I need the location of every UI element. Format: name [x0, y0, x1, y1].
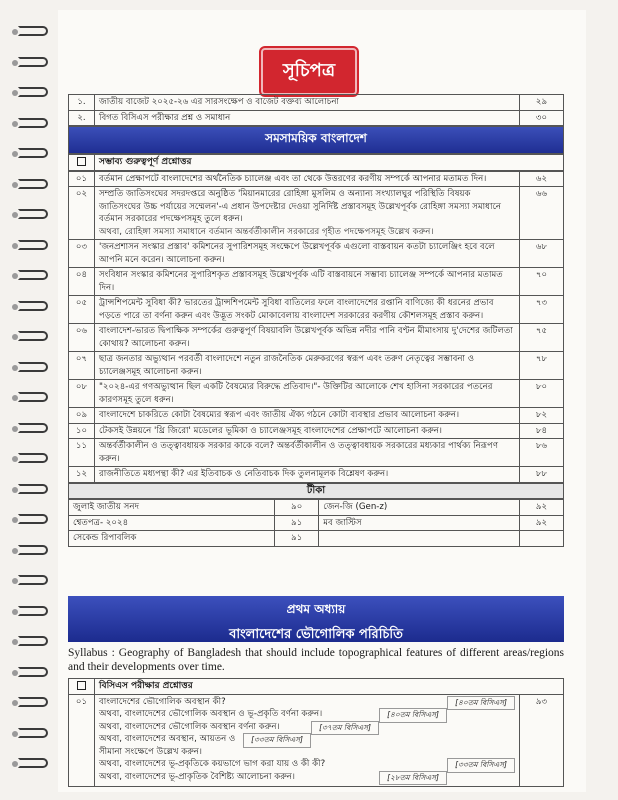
question-row — [69, 352, 564, 380]
tika-left: শ্বেতপত্র- ২০২৪ — [69, 515, 275, 531]
bcs-year: [৪০তম বিসিএস] — [379, 708, 447, 723]
spiral-ring — [18, 301, 48, 311]
question-cell — [95, 240, 520, 268]
section-subhead: সম্ভাব্য গুরুত্বপূর্ণ প্রশ্নোত্তর — [95, 155, 564, 171]
question-num: ০৩ — [69, 240, 95, 268]
tika-right-page — [520, 531, 564, 547]
spiral-ring — [18, 545, 48, 555]
spiral-ring — [18, 26, 48, 36]
bcs-table — [68, 678, 564, 787]
spiral-ring — [18, 118, 48, 128]
question-text: ট্রান্সশিপমেন্ট সুবিধা কী? ভারতের ট্রান্সশিপমেন্ট সুবিধা বাতিলের ফলে বাংলাদেশের রপ্তানি বাণিজ্যে কী ধরনের প্রভাব পড়তে পারে তা বর্ণনা করুন এবং উদ্ভূত সংকট মোকাবেলায় বাংলাদেশ সরকারের করণীয় কৌশলসমূহ প্রস্তাব করুন। — [99, 298, 494, 321]
checkbox-icon — [77, 157, 86, 166]
intro-page: ৩০ — [520, 110, 564, 126]
bcs-year: [৪০তম বিসিএস] — [447, 696, 515, 711]
question-page: ৬২ — [520, 171, 564, 187]
bcs-page: ৯৩ — [520, 694, 564, 787]
question-num: ০১ — [69, 171, 95, 187]
section-band: সমসাময়িক বাংলাদেশ — [68, 126, 564, 154]
question-page: ৭৩ — [520, 296, 564, 324]
question-cell — [95, 171, 520, 187]
question-page: ৭৫ — [520, 324, 564, 352]
bcs-subhead: বিসিএস পরীক্ষার প্রশ্নোত্তর — [95, 679, 564, 695]
tika-left: জুলাই জাতীয় সনদ — [69, 500, 275, 516]
intro-page: ২৯ — [520, 95, 564, 111]
question-text: টেকসই উন্নয়নে 'থ্রি জিরো' মডেলের ভূমিকা ও চ্যালেঞ্জসমূহ বাংলাদেশের প্রেক্ষাপটে আলোচনা করুন। — [99, 425, 443, 436]
question-row — [69, 439, 564, 467]
bcs-subhead-row — [69, 679, 564, 695]
spiral-ring — [18, 484, 48, 494]
section-subhead-row — [69, 155, 564, 171]
question-text: সংবিধান সংস্কার কমিশনের সুপারিশকৃত প্রস্তাবসমূহ উল্লেখপূর্বক এটি বাস্তবায়নে সম্ভাব্য চ্যালেঞ্জ সম্পর্কে আপনার মতামত দিন। — [99, 270, 503, 293]
question-text: "২০২৪-এর গণঅভ্যুত্থান ছিল একটি বৈষম্যের বিরুদ্ধে প্রতিবাদ।"- উক্তিটির আলোকে শেখ হাসিনা সরকারের পতনের কারণসমূহ তুলে ধরুন। — [99, 382, 493, 405]
question-cell — [95, 268, 520, 296]
question-page: ৭০ — [520, 268, 564, 296]
spiral-ring — [18, 209, 48, 219]
bcs-line-text: অথবা, বাংলাদেশের অবস্থান, আয়তন ও সীমানা সংক্ষেপে উল্লেখ করুন। — [99, 734, 236, 757]
tika-row — [69, 500, 564, 516]
spiral-ring — [18, 636, 48, 646]
question-page: ৬৬ — [520, 187, 564, 240]
question-text: অন্তর্বর্তীকালীন ও তত্ত্বাবধায়ক সরকার কাকে বলে? অন্তর্বর্তীকালীন ও তত্ত্বাবধায়ক সরকারের মধ্যকার পার্থক্য নিরূপণ করুন। — [99, 441, 499, 464]
intro-row — [69, 110, 564, 126]
question-text: বর্তমান প্রেক্ষাপটে বাংলাদেশের অর্থনৈতিক চ্যালেঞ্জ এবং তা থেকে উত্তরণের করণীয় সম্পর্কে আপনার মতামত দিন। — [99, 173, 487, 184]
question-page: ৮৮ — [520, 467, 564, 483]
spiral-ring — [18, 697, 48, 707]
question-page: ৮০ — [520, 380, 564, 408]
tika-right: জেন-জি (Gen-z) — [319, 500, 520, 516]
tika-left-page: ৯০ — [275, 500, 319, 516]
question-cell — [95, 324, 520, 352]
question-cell — [95, 380, 520, 408]
bcs-line — [99, 758, 515, 771]
question-page: ৬৮ — [520, 240, 564, 268]
bcs-year: [২৮তম বিসিএস] — [379, 771, 447, 786]
question-text: বাংলাদেশ-ভারত দ্বিপাক্ষিক সম্পর্কের গুরুত্বপূর্ণ বিষয়াবলি উল্লেখপূর্বক অভিন্ন নদীর পানি বণ্টন মীমাংসায় দু'দেশের জটিলতা কোথায়? আলোচনা করুন। — [99, 326, 513, 349]
bcs-line-text: অথবা, বাংলাদেশের ভূ-প্রাকৃতিক বৈশিষ্ট্য আলোচনা করুন। — [99, 771, 296, 782]
question-cell — [95, 408, 520, 424]
bcs-line-text: অথবা, বাংলাদেশের ভৌগোলিক অবস্থান বর্ণনা করুন। — [99, 721, 280, 732]
tika-right-page: ৯২ — [520, 515, 564, 531]
tika-label: টীকা — [69, 483, 564, 499]
spiral-ring — [18, 392, 48, 402]
question-num: ০৭ — [69, 352, 95, 380]
intro-num: ১. — [69, 95, 95, 111]
spiral-ring — [18, 362, 48, 372]
spiral-ring — [18, 331, 48, 341]
spiral-ring — [18, 606, 48, 616]
spiral-ring — [18, 179, 48, 189]
question-row — [69, 296, 564, 324]
question-row — [69, 324, 564, 352]
intro-row — [69, 95, 564, 111]
tika-left-page: ৯১ — [275, 515, 319, 531]
question-cell — [95, 467, 520, 483]
syllabus-text: Syllabus : Geography of Bangladesh that should include topographical features of different areas/regions and their developments over time. — [68, 647, 564, 673]
tika-row — [69, 515, 564, 531]
question-row — [69, 467, 564, 483]
question-num: ০৬ — [69, 324, 95, 352]
question-cell — [95, 352, 520, 380]
intro-text: জাতীয় বাজেট ২০২৫-২৬ এর সারসংক্ষেপ ও বাজেট বক্তব্য আলোচনা — [95, 95, 520, 111]
bcs-line — [99, 696, 515, 709]
spiral-ring — [18, 270, 48, 280]
bcs-line-text: বাংলাদেশের ভৌগোলিক অবস্থান কী? — [99, 696, 226, 707]
question-num: ০৯ — [69, 408, 95, 424]
spiral-ring — [18, 148, 48, 158]
question-alt: অথবা, রোহিঙ্গা সমস্যা সমাধানে বর্তমান অন্তর্বর্তীকালীন সরকারের গৃহীত পদক্ষেপসমূহ উল্লেখ করুন। — [99, 226, 434, 237]
spiral-ring — [18, 667, 48, 677]
chapter-number: প্রথম অধ্যায় — [286, 602, 346, 616]
question-text: ছাত্র জনতার অভ্যুত্থান পরবর্তী বাংলাদেশে নতুন রাজনৈতিক মেরুকরণের স্বরূপ এবং তরুণ নেতৃত্বের সম্ভাবনা ও চ্যালেঞ্জসমূহ আলোচনা করুন। — [99, 354, 475, 377]
question-row — [69, 240, 564, 268]
question-num: ০৮ — [69, 380, 95, 408]
tika-right — [319, 531, 520, 547]
bcs-year: [৩৩তম বিসিএস] — [447, 758, 515, 773]
question-num: ০২ — [69, 187, 95, 240]
tika-left: সেকেন্ড রিপাবলিক — [69, 531, 275, 547]
question-cell — [95, 296, 520, 324]
spiral-ring — [18, 423, 48, 433]
question-page: ৮৬ — [520, 439, 564, 467]
bcs-year: [৩৭তম বিসিএস] — [311, 721, 379, 736]
tika-row — [69, 531, 564, 547]
spiral-ring — [18, 728, 48, 738]
spiral-ring — [18, 514, 48, 524]
tika-right-page: ৯২ — [520, 500, 564, 516]
bcs-line — [99, 733, 515, 758]
chapter-title: বাংলাদেশের ভৌগোলিক পরিচিতি — [229, 627, 403, 642]
question-text: বাংলাদেশে চাকরিতে কোটা বৈষম্যের স্বরূপ এবং জাতীয় ঐক্য গঠনে কোটা ব্যবস্থার প্রভাব আলোচনা করুন। — [99, 410, 460, 420]
spiral-ring — [18, 240, 48, 250]
bcs-line-text: অথবা, বাংলাদেশের ভৌগোলিক অবস্থান ও ভূ-প্রকৃতি বর্ণনা করুন। — [99, 709, 323, 719]
spiral-binding — [12, 26, 52, 786]
question-num: ০৫ — [69, 296, 95, 324]
question-num: ১২ — [69, 467, 95, 483]
chapter-banner — [68, 596, 564, 642]
spiral-ring — [18, 575, 48, 585]
page-title: সূচিপত্র — [261, 48, 357, 95]
intro-table — [68, 94, 564, 547]
bcs-num: ০১ — [69, 694, 95, 787]
question-text: রাজনীতিতে মধ্যপন্থা কী? এর ইতিবাচক ও নেতিবাচক দিক তুলনামূলক বিশ্লেষণ করুন। — [99, 469, 389, 479]
question-num: ১০ — [69, 423, 95, 439]
title-wrap — [0, 48, 618, 95]
bcs-line-text: অথবা, বাংলাদেশের ভূ-প্রকৃতিকে কয়ভাগে ভাগ করা যায় ও কী কী? — [99, 759, 326, 769]
question-page: ৮৪ — [520, 423, 564, 439]
spiral-ring — [18, 758, 48, 768]
bcs-lines — [95, 694, 520, 787]
tika-left-page: ৯১ — [275, 531, 319, 547]
question-text: সম্প্রতি জাতিসংঘের সদরদপ্তরে অনুষ্ঠিত 'মিয়ানমারের রোহিঙ্গা মুসলিম ও অন্যান্য সংখ্যালঘুর পরিস্থিতি বিষয়ক জাতিসংঘের উচ্চ পর্যায়ের সম্মেলন'-এ প্রধান উপদেষ্টার দেওয়া সুনির্দিষ্ট প্রস্তাবসমূহ উল্লেখপূর্বক রোহিঙ্গা সমস্যা সমাধানে বর্তমান সরকারের পদক্ষেপসমূহ তুলে ধরুন। — [99, 189, 502, 224]
question-row — [69, 268, 564, 296]
question-row — [69, 380, 564, 408]
bcs-year: [৩৩তম বিসিএস] — [243, 733, 311, 748]
question-cell — [95, 423, 520, 439]
bcs-line — [99, 721, 515, 734]
question-num: ০৪ — [69, 268, 95, 296]
checkbox-icon — [77, 681, 86, 690]
question-cell — [95, 187, 520, 240]
question-row — [69, 423, 564, 439]
tika-right: মব জাস্টিস — [319, 515, 520, 531]
bcs-row — [69, 694, 564, 787]
question-page: ৮২ — [520, 408, 564, 424]
question-row — [69, 187, 564, 240]
question-cell — [95, 439, 520, 467]
question-row — [69, 408, 564, 424]
intro-num: ২. — [69, 110, 95, 126]
question-num: ১১ — [69, 439, 95, 467]
spiral-ring — [18, 453, 48, 463]
question-text: 'জনপ্রশাসন সংস্কার প্রস্তাব' কমিশনের সুপারিশসমূহ সংক্ষেপে উল্লেখপূর্বক এগুলো বাস্তবায়ন কতটা চ্যালেঞ্জিং হবে বলে আপনি মনে করেন। আলোচনা করুন। — [99, 242, 495, 265]
question-page: ৭৮ — [520, 352, 564, 380]
question-row — [69, 171, 564, 187]
intro-text: বিগত বিসিএস পরীক্ষার প্রশ্ন ও সমাধান — [95, 110, 520, 126]
